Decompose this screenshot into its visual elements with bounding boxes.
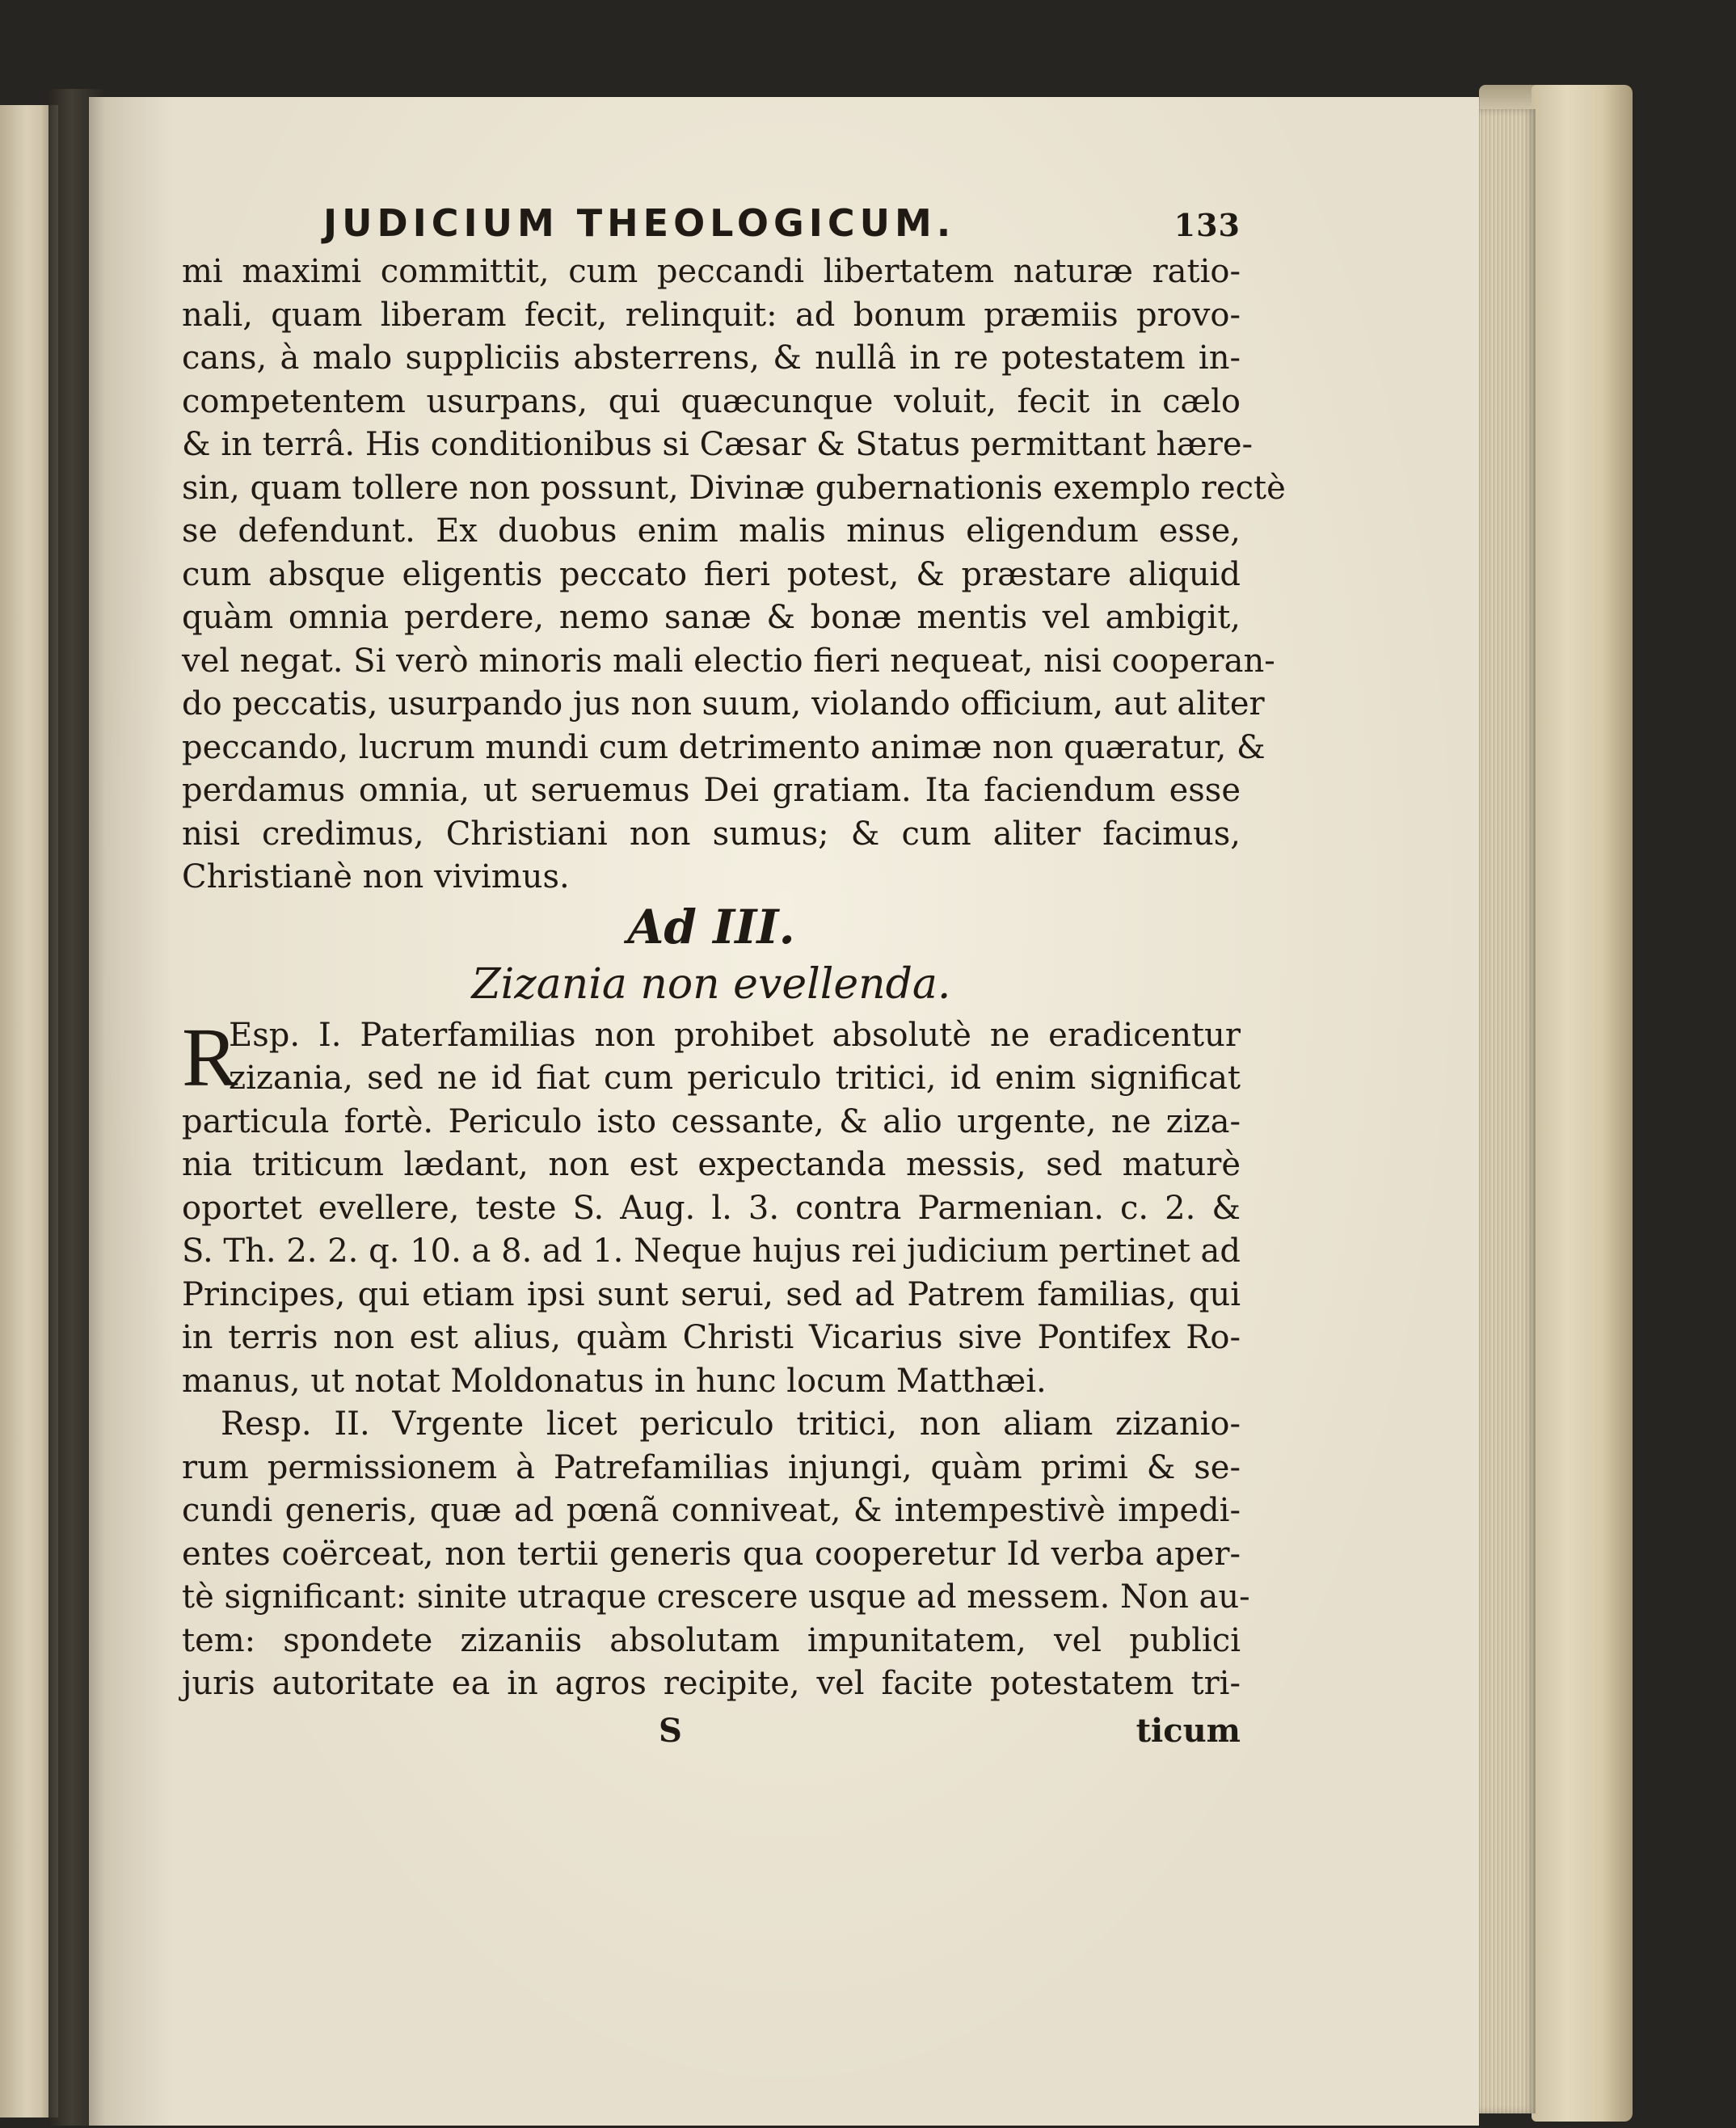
drop-capital: R	[182, 1010, 238, 1104]
text-line: manus, ut notat Moldonatus in hunc locum Matthæi.	[182, 1362, 1047, 1400]
text-line: peccando, lucrum mundi cum detrimento animæ non quæratur, &	[182, 728, 1266, 766]
paragraph-3	[182, 1403, 1250, 1706]
paragraph-1	[182, 251, 1286, 900]
text-line: se defendunt. Ex duobus enim malis minus eligendum esse,	[182, 512, 1241, 550]
vellum-binding	[1532, 85, 1633, 2122]
text-line: tem: spondete zizaniis absolutam impunitatem, vel publici	[182, 1621, 1241, 1659]
section-subheading: Zizania non evellenda.	[471, 959, 951, 1009]
text-line: competentem usurpans, qui quæcunque voluit, fecit in cælo	[182, 382, 1241, 420]
text-line: quàm omnia perdere, nemo sanæ & bonæ mentis vel ambigit,	[182, 599, 1241, 636]
text-line: Christianè non vivimus.	[182, 858, 570, 895]
catchword: ticum	[1136, 1711, 1241, 1750]
text-line: sin, quam tollere non possunt, Divinæ gubernationis exemplo rectè	[182, 469, 1286, 507]
text-line: perdamus omnia, ut seruemus Dei gratiam. Ita faciendum esse	[182, 772, 1241, 809]
paragraph-2	[182, 1010, 1241, 1404]
text-line: rum permissionem à Patrefamilias injungi, quàm primi & se-	[182, 1448, 1241, 1486]
text-line: entes coërceat, non tertii generis qua cooperetur Id verba aper-	[182, 1535, 1241, 1573]
text-line: nali, quam liberam fecit, relinquit: ad bonum præmiis provo-	[182, 296, 1241, 334]
text-line: tè significant: sinite utraque crescere usque ad messem. Non au-	[182, 1578, 1250, 1616]
text-line: Principes, qui etiam ipsi sunt serui, sed ad Patrem familias, qui	[182, 1275, 1241, 1313]
page-footer	[182, 1706, 1241, 1755]
text-block	[182, 201, 1286, 1755]
gutter-shadow	[48, 89, 105, 2126]
text-line: vel negat. Si verò minoris mali electio fieri nequeat, nisi cooperan-	[182, 642, 1275, 680]
text-line: oportet evellere, teste S. Aug. l. 3. contra Parmenian. c. 2. &	[182, 1189, 1241, 1227]
text-line: nisi credimus, Christiani non sumus; & cum aliter facimus,	[182, 815, 1241, 853]
running-title: JUDICIUM THEOLOGICUM.	[323, 201, 956, 245]
text-line: zizania, sed ne id fiat cum periculo tritici, id enim significat	[229, 1060, 1241, 1097]
page-number: 133	[1173, 207, 1241, 243]
section-heading: Ad III.	[627, 899, 795, 954]
text-line: do peccatis, usurpando jus non suum, violando officium, aut aliter	[182, 685, 1265, 723]
text-line-content: Esp. I. Paterfamilias non prohibet absolutè ne eradicentur	[229, 1016, 1241, 1054]
signature-mark: S	[659, 1711, 682, 1750]
text-line: in terris non est alius, quàm Christi Vicarius sive Pontifex Ro-	[182, 1319, 1241, 1356]
text-line: particula fortè. Periculo isto cessante, & alio urgente, ne ziza-	[182, 1102, 1241, 1140]
text-line: mi maximi committit, cum peccandi libertatem naturæ ratio-	[182, 253, 1241, 290]
text-line: S. Th. 2. 2. q. 10. a 8. ad 1. Neque hujus rei judicium pertinet ad	[182, 1233, 1241, 1270]
text-line: Resp. II. Vrgente licet periculo tritici, non aliam zizanio-	[221, 1405, 1241, 1443]
text-line: juris autoritate ea in agros recipite, vel facite potestatem tri-	[182, 1665, 1241, 1702]
page-header	[182, 202, 1241, 251]
text-line: & in terrâ. His conditionibus si Cæsar & Status permittant hære-	[182, 426, 1254, 463]
text-line: nia triticum lædant, non est expectanda messis, sed maturè	[182, 1146, 1241, 1183]
text-line: cans, à malo suppliciis absterrens, & nullâ in re potestatem in-	[182, 339, 1241, 377]
text-line: cundi generis, quæ ad pœnã conniveat, & intempestivè impedi-	[182, 1492, 1241, 1529]
text-line: cum absque eligentis peccato fieri potest, & præstare aliquid	[182, 555, 1241, 593]
